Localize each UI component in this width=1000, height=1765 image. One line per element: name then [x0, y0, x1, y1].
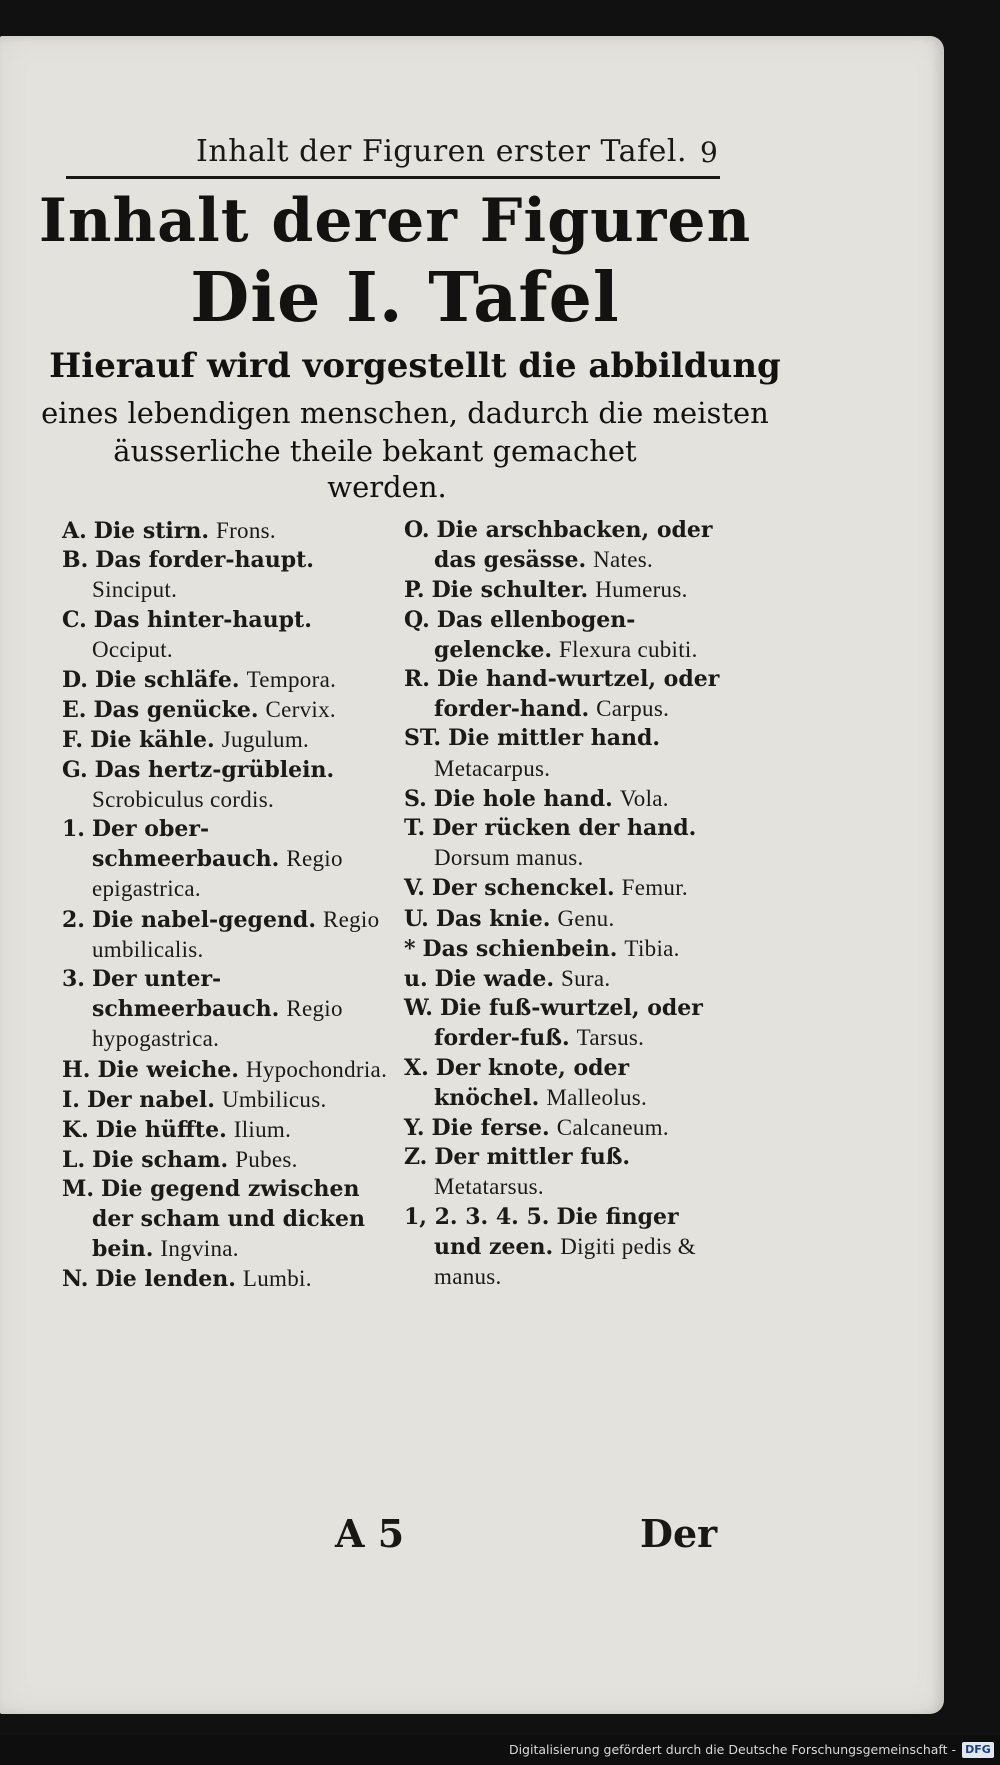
list-item: Z. Der mittler fuß. Metatarsus. [404, 1144, 631, 1200]
list-item: R. Die hand-wurtzel, oder forder-hand. Carpus. [404, 666, 720, 723]
list-item: F. Die kähle. Jugulum. [62, 727, 310, 754]
list-item: 1. Der ober-schmeerbauch. Regio epigastrica. [62, 816, 343, 902]
list-item: Y. Die ferse. Calcaneum. [404, 1115, 669, 1142]
signature-mark: A 5 [335, 1511, 405, 1556]
list-item: U. Das knie. Genu. [404, 905, 615, 932]
list-item: P. Die schulter. Humerus. [404, 577, 688, 604]
list-item: 3. Der unter-schmeerbauch. Regio hypogastrica. [62, 966, 343, 1052]
list-item: O. Die arschbacken, oder das gesässe. Nates. [404, 517, 713, 574]
list-item: 1, 2. 3. 4. 5. Die finger und zeen. Digiti pedis & manus. [404, 1203, 696, 1290]
list-item: V. Der schenckel. Femur. [404, 875, 688, 902]
list-item: C. Das hinter-haupt. Occiput. [62, 606, 312, 662]
list-item: X. Der knote, oder knöchel. Malleolus. [404, 1054, 648, 1111]
running-head: Inhalt der Figuren erster Tafel. [196, 134, 688, 169]
list-item: u. Die wade. Sura. [404, 966, 611, 993]
right-column [404, 516, 724, 1292]
list-item: T. Der rücken der hand. Dorsum manus. [404, 815, 697, 871]
header-rule [66, 176, 720, 179]
list-item: Q. Das ellenbogen-gelencke. Flexura cubiti. [404, 606, 698, 663]
list-item: ST. Die mittler hand. Metacarpus. [404, 725, 661, 781]
funding-credit: Digitalisierung gefördert durch die Deutsche Forschungsgemeinschaft - [508, 1742, 956, 1757]
list-item: K. Die hüffte. Ilium. [62, 1117, 292, 1144]
dfg-logo-icon: DFG [962, 1742, 994, 1758]
list-item: G. Das hertz-grüblein. Scrobiculus cordis. [62, 756, 335, 812]
list-item: I. Der nabel. Umbilicus. [62, 1086, 327, 1113]
heading-line-1: Inhalt derer Figuren [38, 186, 752, 256]
page-number: 9 [700, 136, 718, 169]
left-column [62, 516, 392, 1294]
list-item: D. Die schläfe. Tempora. [62, 667, 337, 694]
list-item: W. Die fuß-wurtzel, oder forder-fuß. Tarsus. [404, 995, 703, 1052]
heading-line-3: Hierauf wird vorgestellt die abbildung [49, 346, 781, 386]
list-item: 2. Die nabel-gegend. Regio umbilicalis. [62, 906, 380, 962]
list-item: N. Die lenden. Lumbi. [62, 1266, 312, 1293]
book-page [0, 36, 944, 1714]
heading-line-2: Die I. Tafel [190, 258, 620, 338]
list-item: E. Das genücke. Cervix. [62, 697, 336, 724]
list-item: H. Die weiche. Hypochondria. [62, 1056, 388, 1083]
list-item: S. Die hole hand. Vola. [404, 785, 669, 812]
list-item: * Das schienbein. Tibia. [404, 935, 680, 962]
heading-line-4: eines lebendigen menschen, dadurch die meisten [41, 396, 769, 430]
list-item: L. Die scham. Pubes. [62, 1147, 298, 1174]
list-item: M. Die gegend zwischen der scham und dicken bein. Ingvina. [62, 1176, 366, 1262]
list-item: B. Das forder-haupt. Sinciput. [62, 547, 314, 603]
list-item: A. Die stirn. Frons. [62, 518, 276, 544]
heading-line-5: äusserliche theile bekant gemachet [113, 434, 637, 468]
heading-line-6: werden. [327, 470, 447, 504]
catchword: Der [640, 1511, 718, 1556]
